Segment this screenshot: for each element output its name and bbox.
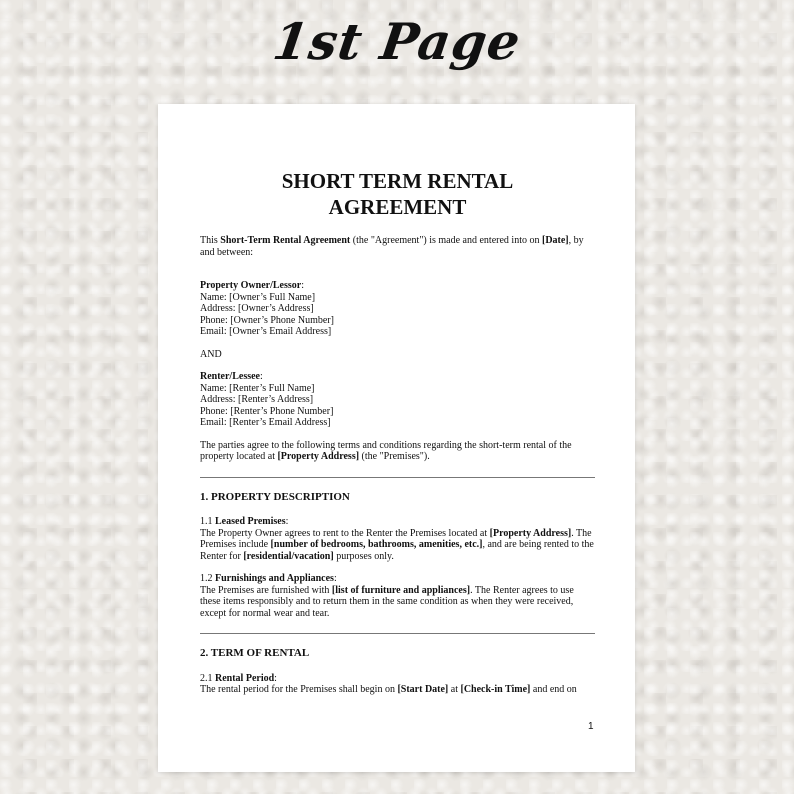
intro-text: This (200, 235, 221, 246)
clause-1-2-text-2: . The Renter agrees to use these items responsibly and to return them in the same condition as when they were received, except for normal wear and tear. (200, 584, 574, 619)
renter-phone: Phone: [Renter’s Phone Number] (200, 405, 334, 417)
renter-colon: : (259, 371, 263, 382)
clause-2-1 (200, 673, 595, 696)
renter-name: Name: [Renter’s Full Name] (200, 382, 315, 394)
owner-email: Email: [Owner’s Email Address] (200, 326, 332, 337)
clause-1-2-number: 1.2 (200, 573, 215, 584)
section-divider-1 (200, 477, 595, 478)
renter-email: Email: [Renter’s Email Address] (200, 417, 331, 428)
parties-text: The parties agree to the following terms and conditions regarding the short-term rental of the property located at (200, 439, 572, 462)
intro-text-3: , by and between: (200, 235, 584, 258)
clause-1-1-title: Leased Premises (215, 516, 286, 527)
clause-1-1-text-3: , and are being rented to the Renter for (200, 539, 594, 562)
clause-2-1-text-3: and end on (530, 684, 577, 695)
clause-2-1-text: The rental period for the Premises shall begin on (200, 684, 398, 695)
section-2-heading: 2. TERM OF RENTAL (200, 647, 310, 659)
section-divider-2 (200, 633, 595, 634)
document-page (158, 104, 635, 772)
clause-1-1-number: 1.1 (200, 516, 215, 527)
clause-1-2-text: The Premises are furnished with (200, 584, 332, 596)
clause-1-1-amenities: [number of bedrooms, bathrooms, amenities, etc.] (270, 539, 483, 550)
parties-text-2: (the "Premises"). (359, 451, 430, 462)
parties-paragraph (200, 440, 595, 463)
page-number: 1 (588, 721, 594, 732)
clause-2-1-title: Rental Period (215, 672, 275, 684)
clause-2-1-text-2: at (448, 684, 461, 695)
clause-2-1-checkin-time: [Check-in Time] (460, 684, 531, 695)
renter-heading: Renter/Lessee (200, 371, 260, 382)
renter-block (200, 371, 595, 429)
clause-1-1-text-4: purposes only. (333, 550, 394, 562)
owner-block (200, 280, 595, 338)
clause-1-2-title: Furnishings and Appliances (215, 573, 334, 584)
owner-name: Name: [Owner’s Full Name] (200, 291, 316, 303)
clause-2-1-number: 2.1 (200, 672, 215, 684)
clause-1-1-text-2: . The Premises include (200, 527, 592, 550)
owner-heading: Property Owner/Lessor (200, 280, 302, 291)
intro-bold-agreement: Short-Term Rental Agreement (220, 235, 351, 246)
title-line-1: SHORT TERM RENTAL (281, 169, 514, 193)
title-line-2: AGREEMENT (328, 195, 467, 219)
clause-1-1-address: [Property Address] (489, 527, 572, 539)
page-banner-title: 1st Page (269, 12, 525, 71)
section-1-heading: 1. PROPERTY DESCRIPTION (200, 490, 350, 503)
intro-text-2: (the "Agreement") is made and entered into on (350, 235, 542, 246)
clause-1-1 (200, 516, 595, 562)
clause-2-1-colon: : (274, 672, 277, 684)
renter-address: Address: [Renter’s Address] (200, 394, 314, 405)
owner-phone: Phone: [Owner’s Phone Number] (200, 314, 334, 326)
and-separator: AND (200, 348, 222, 360)
clause-1-1-colon: : (285, 516, 289, 527)
owner-colon: : (301, 280, 304, 291)
clause-1-1-text: The Property Owner agrees to rent to the Renter the Premises located at (200, 527, 490, 539)
clause-1-2 (200, 573, 595, 619)
clause-1-2-colon: : (333, 573, 337, 584)
intro-date-placeholder: [Date] (541, 235, 569, 246)
clause-2-1-start-date: [Start Date] (397, 684, 449, 695)
parties-address-placeholder: [Property Address] (277, 451, 360, 462)
document-title (200, 168, 595, 220)
clause-1-2-furniture: [list of furniture and appliances] (331, 584, 471, 596)
document-body (200, 168, 595, 696)
owner-address: Address: [Owner’s Address] (200, 303, 314, 314)
clause-1-1-purpose: [residential/vacation] (243, 550, 334, 562)
intro-paragraph (200, 235, 595, 258)
